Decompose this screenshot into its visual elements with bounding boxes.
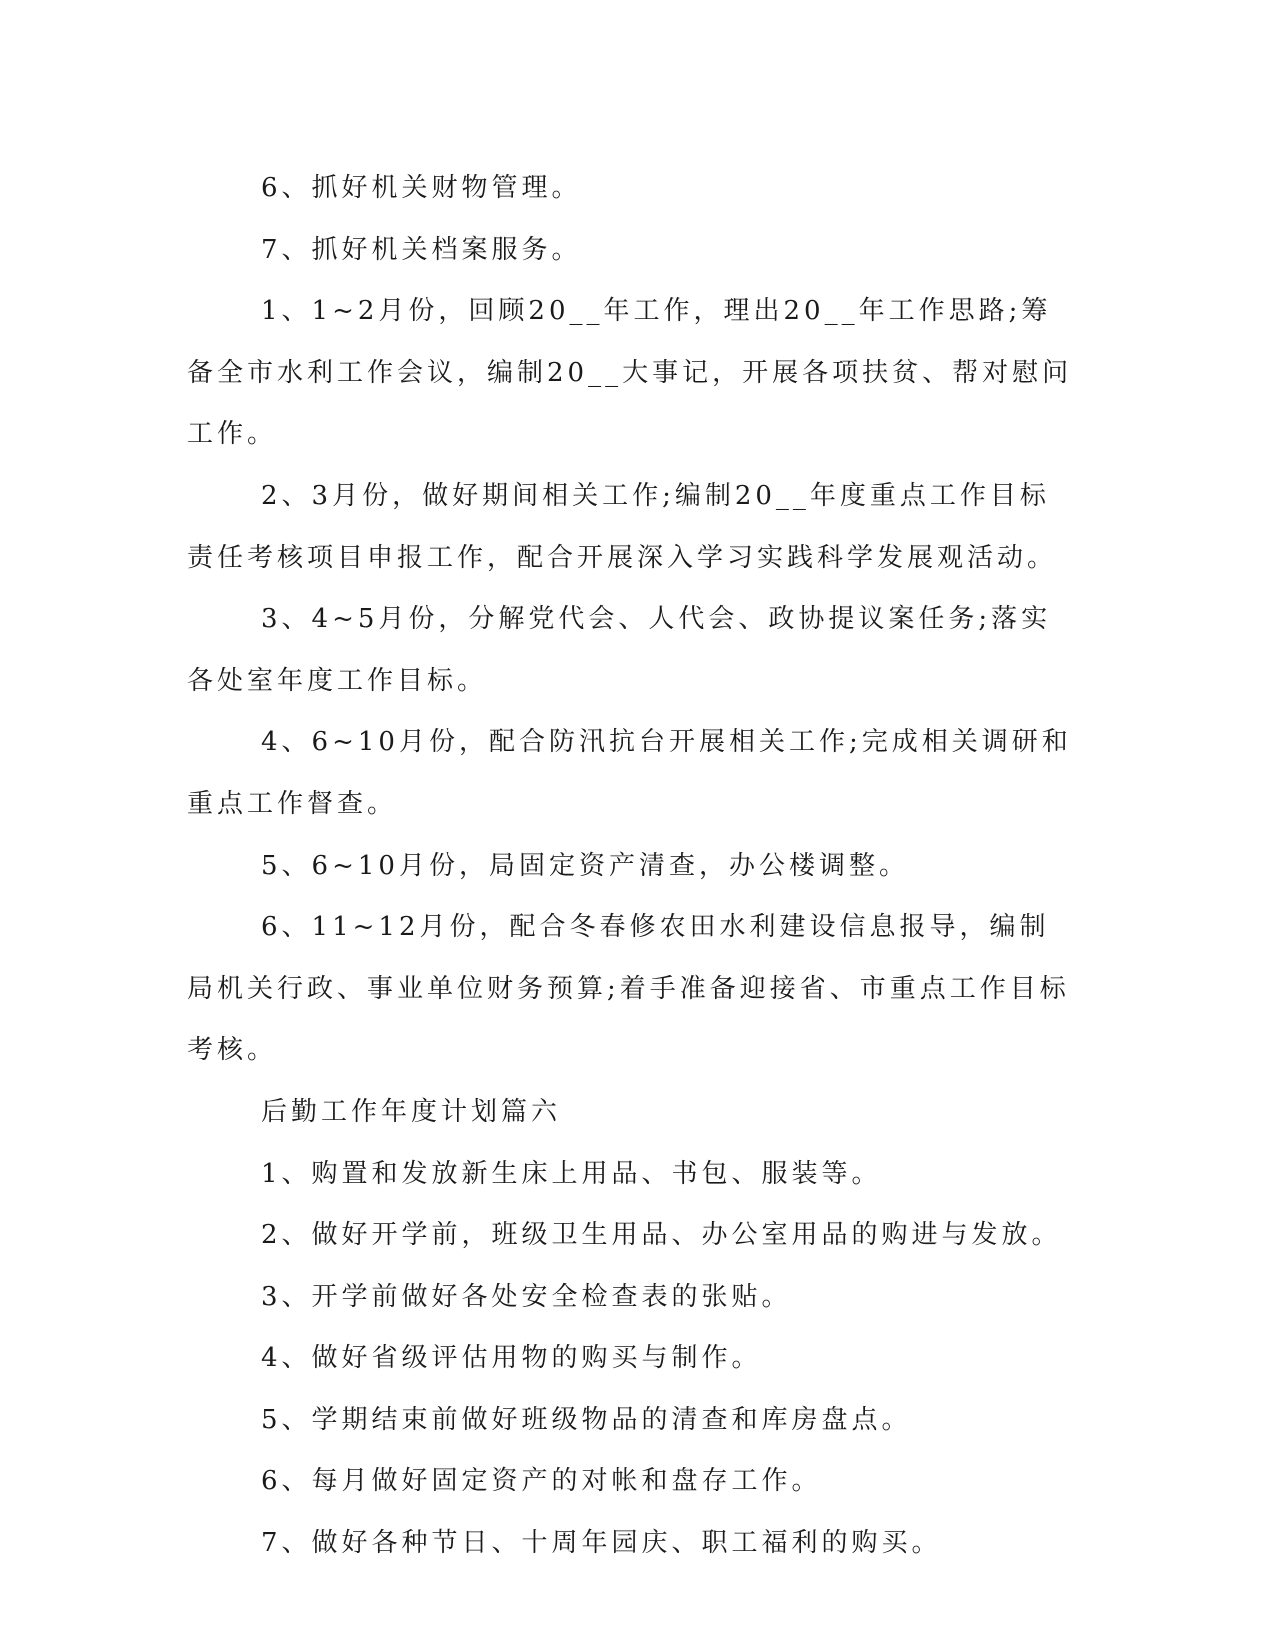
paragraph-7: 5、6~10月份，局固定资产清查，办公楼调整。	[261, 850, 909, 881]
paragraph-12: 3、开学前做好各处安全检查表的张贴。	[261, 1281, 792, 1312]
paragraph-1: 6、抓好机关财物管理。	[261, 173, 582, 203]
paragraph-5: 3、4~5月份，分解党代会、人代会、政协提议案任务;落实各处室年度工作目标。	[187, 604, 1052, 696]
section-heading: 后勤工作年度计划篇六	[261, 1096, 562, 1127]
paragraph-14: 5、学期结束前做好班级物品的清查和库房盘点。	[261, 1404, 912, 1435]
paragraph-4: 2、3月份，做好期间相关工作;编制20__年度重点工作目标责任考核项目申报工作，配合开展深入学习实践科学发展观活动。	[187, 480, 1058, 573]
paragraph-15: 6、每月做好固定资产的对帐和盘存工作。	[261, 1466, 822, 1497]
paragraph-6: 4、6~10月份，配合防汛抗台开展相关工作;完成相关调研和重点工作督查。	[187, 727, 1072, 819]
paragraph-16: 7、做好各种节日、十周年园庆、职工福利的购买。	[261, 1528, 942, 1559]
paragraph-3: 1、1~2月份，回顾20__年工作，理出20__年工作思路;筹备全市水利工作会议，编制20__大事记，开展各项扶贫、帮对慰问工作。	[187, 296, 1073, 450]
paragraph-8: 6、11~12月份，配合冬春修农田水利建设信息报导，编制局机关行政、事业单位财务预算;着手准备迎接省、市重点工作目标考核。	[187, 912, 1070, 1066]
paragraph-10: 1、购置和发放新生床上用品、书包、服装等。	[261, 1158, 882, 1189]
paragraph-2: 7、抓好机关档案服务。	[261, 234, 582, 265]
document-body	[187, 158, 1077, 1575]
paragraph-13: 4、做好省级评估用物的购买与制作。	[261, 1343, 762, 1374]
paragraph-11: 2、做好开学前，班级卫生用品、办公室用品的购进与发放。	[261, 1220, 1062, 1251]
